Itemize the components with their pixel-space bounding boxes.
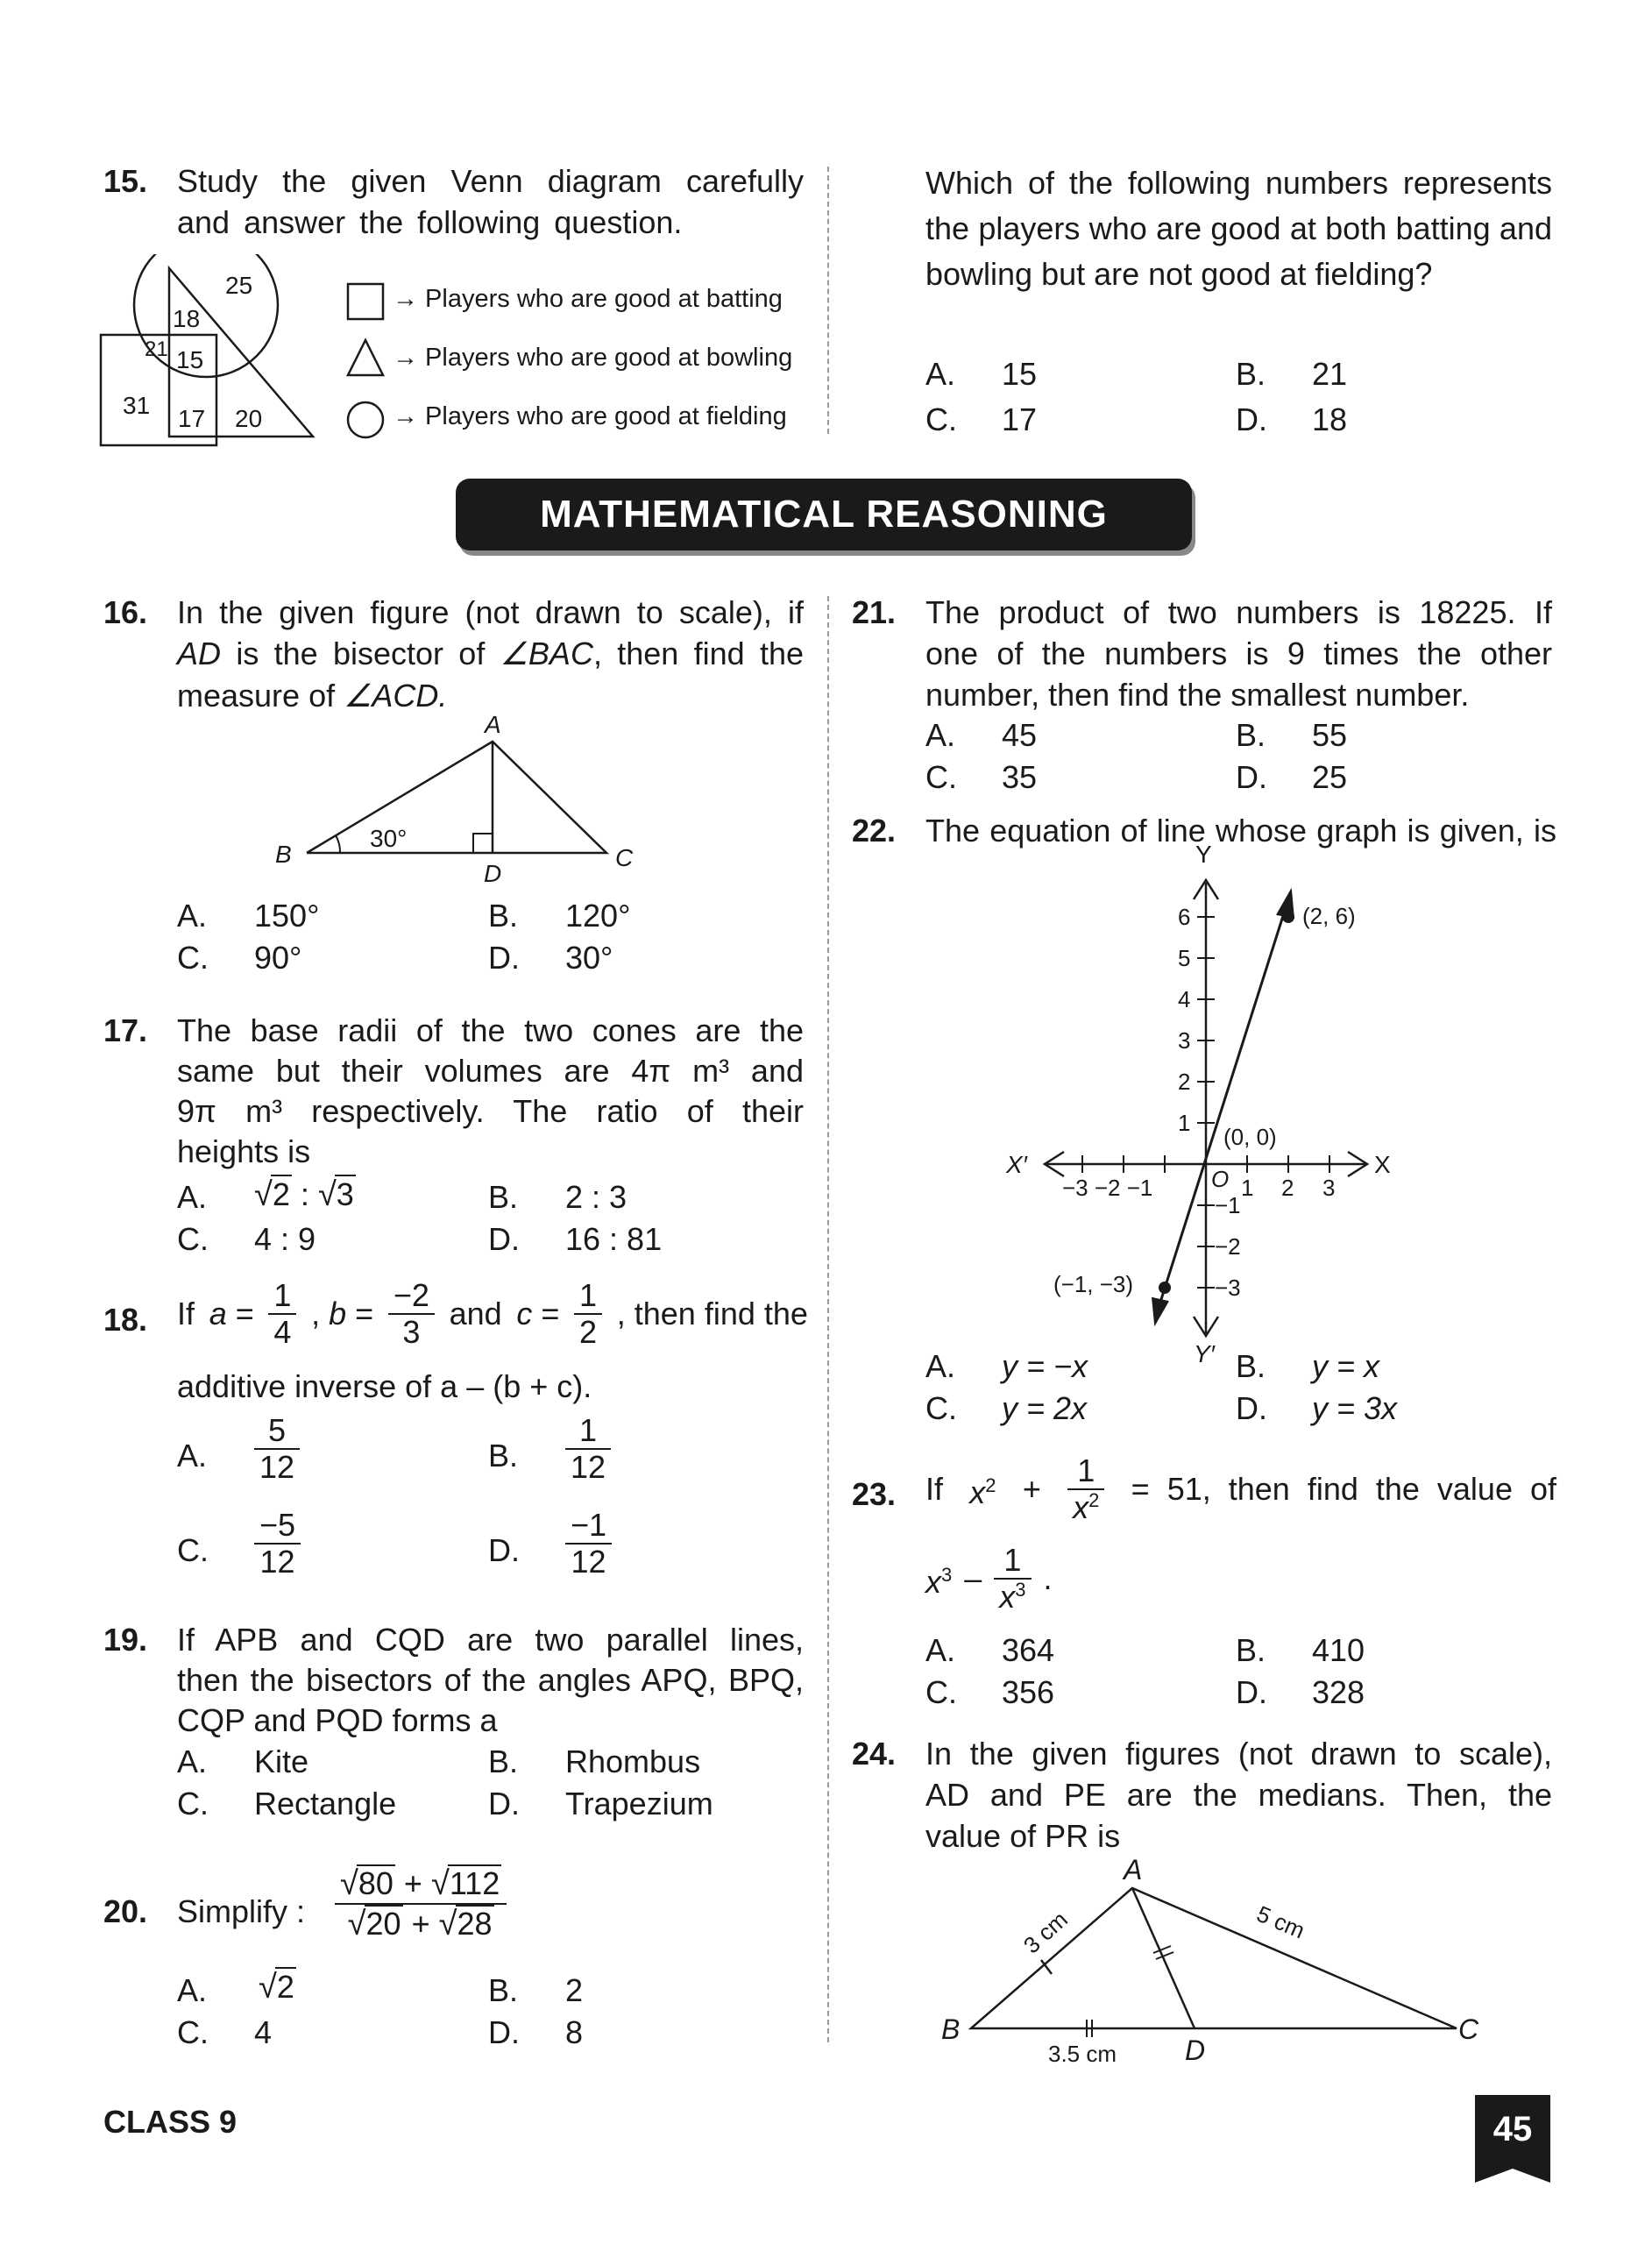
label-B: B [275,841,292,868]
q19-option-c[interactable]: Rectangle [254,1786,397,1821]
q22-option-c[interactable]: y = 2x [1002,1390,1088,1426]
legend-fielding: → Players who are good at fielding [393,402,787,430]
q16-line3: measure of ∠ACD. [177,678,448,714]
x-tick-2: 2 [1281,1175,1294,1201]
q19-option-b[interactable]: Rhombus [565,1743,701,1779]
page-tab-notch [1475,2165,1550,2184]
q20-option-b-letter[interactable]: B. [488,1972,519,2008]
q22-option-a-letter[interactable]: A. [925,1348,956,1384]
q21-option-b-letter[interactable]: B. [1236,717,1266,753]
q15-venn-diagram [92,254,329,465]
q21-option-a-letter[interactable]: A. [925,717,956,753]
q19-option-b-letter[interactable]: B. [488,1743,519,1779]
q16-line1: In the given figure (not drawn to scale), if [177,594,804,630]
q21-line1: The product of two numbers is 18225. If [925,594,1552,630]
q15-option-b[interactable]: 21 [1312,356,1348,392]
q18-option-a-letter[interactable]: A. [177,1438,208,1474]
q17-line2: same but their volumes are 4π m³ and [177,1053,804,1089]
y-axis-label: Y [1195,843,1212,868]
q17-option-c[interactable]: 4 : 9 [254,1221,316,1257]
q21-option-a[interactable]: 45 [1002,717,1038,753]
q16-option-a[interactable]: 150° [254,898,320,934]
section-title: MATHEMATICAL REASONING [456,479,1192,550]
q22-graph [999,843,1420,1369]
q20-option-d[interactable]: 8 [565,2014,584,2050]
q20-option-a[interactable]: √2 [259,1969,294,2006]
q18-option-b[interactable]: $\frac{1}{12}$ [565,1413,611,1484]
q21-option-d-letter[interactable]: D. [1236,759,1267,795]
x-tick-1: 1 [1241,1175,1254,1201]
venn-n15: 15 [176,346,204,373]
venn-n25: 25 [225,272,253,299]
y-tick-neg2: −2 [1215,1233,1241,1260]
q20-option-c-letter[interactable]: C. [177,2014,209,2050]
q21-option-d[interactable]: 25 [1312,759,1348,795]
y-tick-6: 6 [1178,904,1191,930]
q16-option-b-letter[interactable]: B. [488,898,519,934]
q20-simplify: Simplify : [177,1893,306,1929]
q15-option-d-letter[interactable]: D. [1236,401,1267,437]
square-legend-icon [345,281,386,322]
q17-option-b-letter[interactable]: B. [488,1179,519,1215]
q23-option-d[interactable]: 328 [1312,1674,1365,1710]
q21-option-c[interactable]: 35 [1002,759,1038,795]
q23-option-b-letter[interactable]: B. [1236,1632,1266,1668]
q15-option-a-letter[interactable]: A. [925,356,956,392]
q18-option-b-letter[interactable]: B. [488,1438,519,1474]
q18-option-c[interactable]: $\frac{-5}{12}$ [254,1508,301,1579]
q18-option-d[interactable]: $\frac{-1}{12}$ [565,1508,612,1579]
q15-option-b-letter[interactable]: B. [1236,356,1266,392]
x-axis-label: X [1374,1151,1391,1178]
q22-number: 22. [852,813,897,849]
q20-number: 20. [103,1893,148,1929]
y-tick-1: 1 [1178,1110,1191,1136]
q18-line1: If a = $\frac{1}{4}$ , b = $\frac{-2}{3}$ and c = $\frac{1}{2}$ , then find the [177,1277,808,1350]
y-tick-neg1: −1 [1215,1192,1241,1218]
venn-n18: 18 [173,305,201,332]
venn-n31: 31 [123,392,151,419]
q19-option-c-letter[interactable]: C. [177,1786,209,1821]
label-D: D [1185,2035,1206,2066]
label-A: A [485,711,501,738]
q16-option-b[interactable]: 120° [565,898,631,934]
q21-number: 21. [852,594,897,630]
q24-triangle-figure [929,1857,1490,2067]
q18-option-d-letter[interactable]: D. [488,1532,520,1568]
side-ac: 5 cm [1252,1900,1309,1944]
q21-option-b[interactable]: 55 [1312,717,1348,753]
q17-number: 17. [103,1012,148,1048]
q16-option-c[interactable]: 90° [254,940,302,976]
q19-number: 19. [103,1622,148,1658]
q22-option-c-letter[interactable]: C. [925,1390,957,1426]
q17-line1: The base radii of the two cones are the [177,1012,804,1048]
q18-line2: additive inverse of a – (b + c). [177,1368,592,1404]
q21-option-c-letter[interactable]: C. [925,759,957,795]
q21-line3: number, then find the smallest number. [925,677,1470,713]
q15-text: Study the given Venn diagram carefully and answer the following question. [177,163,804,240]
label-D: D [484,860,502,887]
q24-line1: In the given figures (not drawn to scale), [925,1736,1552,1772]
y-tick-3: 3 [1178,1027,1191,1054]
q17-option-a[interactable]: √2 : √3 [254,1176,354,1213]
q23-option-b[interactable]: 410 [1312,1632,1365,1668]
q20-option-d-letter[interactable]: D. [488,2014,520,2050]
q22-text: The equation of line whose graph is given, is [925,813,1556,849]
q22-option-b[interactable]: y = x [1312,1348,1380,1384]
point-2-6: (2, 6) [1302,903,1356,929]
q19-option-d[interactable]: Trapezium [565,1786,713,1821]
legend-bowling: → Players who are good at bowling [393,344,793,372]
q18-option-a[interactable]: $\frac{5}{12}$ [254,1413,300,1484]
q19-option-a-letter[interactable]: A. [177,1743,208,1779]
q15-question: Which of the following numbers represents the players who are good at both batting and bowling but are not good at fielding? [925,165,1552,292]
q16-option-d-letter[interactable]: D. [488,940,520,976]
q17-line4: heights is [177,1133,311,1169]
q21-line2: one of the numbers is 9 times the other [925,636,1552,671]
q19-line2: then the bisectors of the angles APQ, BPQ, [177,1662,804,1698]
q24-line3: value of PR is [925,1818,1121,1854]
q20-expression: $\frac{√80 + √112}{√20 + √28}$ [335,1864,507,1943]
q24-number: 24. [852,1736,897,1772]
origin-coord: (0, 0) [1223,1124,1277,1150]
q15-option-d[interactable]: 18 [1312,401,1348,437]
venn-n21: 21 [145,337,168,361]
page-number: 45 [1475,2095,1550,2169]
q19-line3: CQP and PQD forms a [177,1702,498,1738]
q20-option-a-letter[interactable]: A. [177,1972,208,2008]
venn-n17: 17 [178,405,206,432]
q19-option-a[interactable]: Kite [254,1743,309,1779]
q19-line1: If APB and CQD are two parallel lines, [177,1622,804,1658]
q20-option-b[interactable]: 2 [565,1972,584,2008]
circle-legend-icon [345,400,386,440]
q24-line2: AD and PE are the medians. Then, the [925,1777,1552,1813]
origin-label: O [1211,1166,1230,1192]
label-A: A [1124,1857,1143,1885]
q22-option-d[interactable]: y = 3x [1312,1390,1398,1426]
q16-triangle-figure [263,708,649,892]
column-divider-main [827,596,829,2042]
q16-number: 16. [103,594,148,630]
q17-option-d-letter[interactable]: D. [488,1221,520,1257]
q15-option-a[interactable]: 15 [1002,356,1038,392]
q23-option-d-letter[interactable]: D. [1236,1674,1267,1710]
legend-batting: → Players who are good at batting [393,285,783,313]
q17-option-b[interactable]: 2 : 3 [565,1179,627,1215]
y-tick-5: 5 [1178,945,1191,971]
q16-line2: AD is the bisector of ∠BAC, then find the [177,636,804,671]
q18-number: 18. [103,1302,148,1338]
point-neg1-neg3: (−1, −3) [1053,1271,1134,1297]
q18-option-c-letter[interactable]: C. [177,1532,209,1568]
label-C: C [615,844,634,871]
x-axis-neg-label: X′ [1006,1151,1027,1178]
q22-option-d-letter[interactable]: D. [1236,1390,1267,1426]
q23-number: 23. [852,1476,897,1512]
label-C: C [1458,2013,1479,2045]
q23-line2: $x^3$ – $\frac{1}{x^3}$ . [925,1542,1053,1615]
q16-option-c-letter[interactable]: C. [177,940,209,976]
q15-number: 15. [103,163,148,199]
q16-option-d[interactable]: 30° [565,940,613,976]
q17-option-a-letter[interactable]: A. [177,1179,208,1215]
q15-option-c-letter[interactable]: C. [925,401,957,437]
y-tick-2: 2 [1178,1069,1191,1095]
q17-line3: 9π m³ respectively. The ratio of their [177,1093,804,1129]
column-divider-top [827,167,829,434]
venn-n20: 20 [235,405,263,432]
angle-30: 30° [370,825,408,852]
q17-option-d[interactable]: 16 : 81 [565,1221,663,1257]
label-B: B [941,2013,961,2045]
y-tick-4: 4 [1178,986,1191,1012]
q17-option-c-letter[interactable]: C. [177,1221,209,1257]
q23-option-a-letter[interactable]: A. [925,1632,956,1668]
side-ab: 3 cm [1017,1906,1073,1959]
q16-option-a-letter[interactable]: A. [177,898,208,934]
q19-option-d-letter[interactable]: D. [488,1786,520,1821]
q23-line1: If $x^2$ + $\frac{1}{x^2}$ = 51, then find the value of [925,1452,1556,1525]
q22-option-a[interactable]: y = −x [1002,1348,1088,1384]
q23-option-c[interactable]: 356 [1002,1674,1055,1710]
x-tick-3: 3 [1322,1175,1336,1201]
x-ticks-neg: −3 −2 −1 [1062,1175,1153,1201]
q23-option-a[interactable]: 364 [1002,1632,1055,1668]
y-axis-neg-label: Y′ [1194,1340,1215,1367]
side-bd: 3.5 cm [1048,2041,1117,2067]
q22-option-b-letter[interactable]: B. [1236,1348,1266,1384]
q20-option-c[interactable]: 4 [254,2014,273,2050]
footer-class: CLASS 9 [103,2104,238,2140]
q15-option-c[interactable]: 17 [1002,401,1038,437]
triangle-legend-icon [345,337,386,379]
y-tick-neg3: −3 [1215,1275,1241,1301]
q23-option-c-letter[interactable]: C. [925,1674,957,1710]
